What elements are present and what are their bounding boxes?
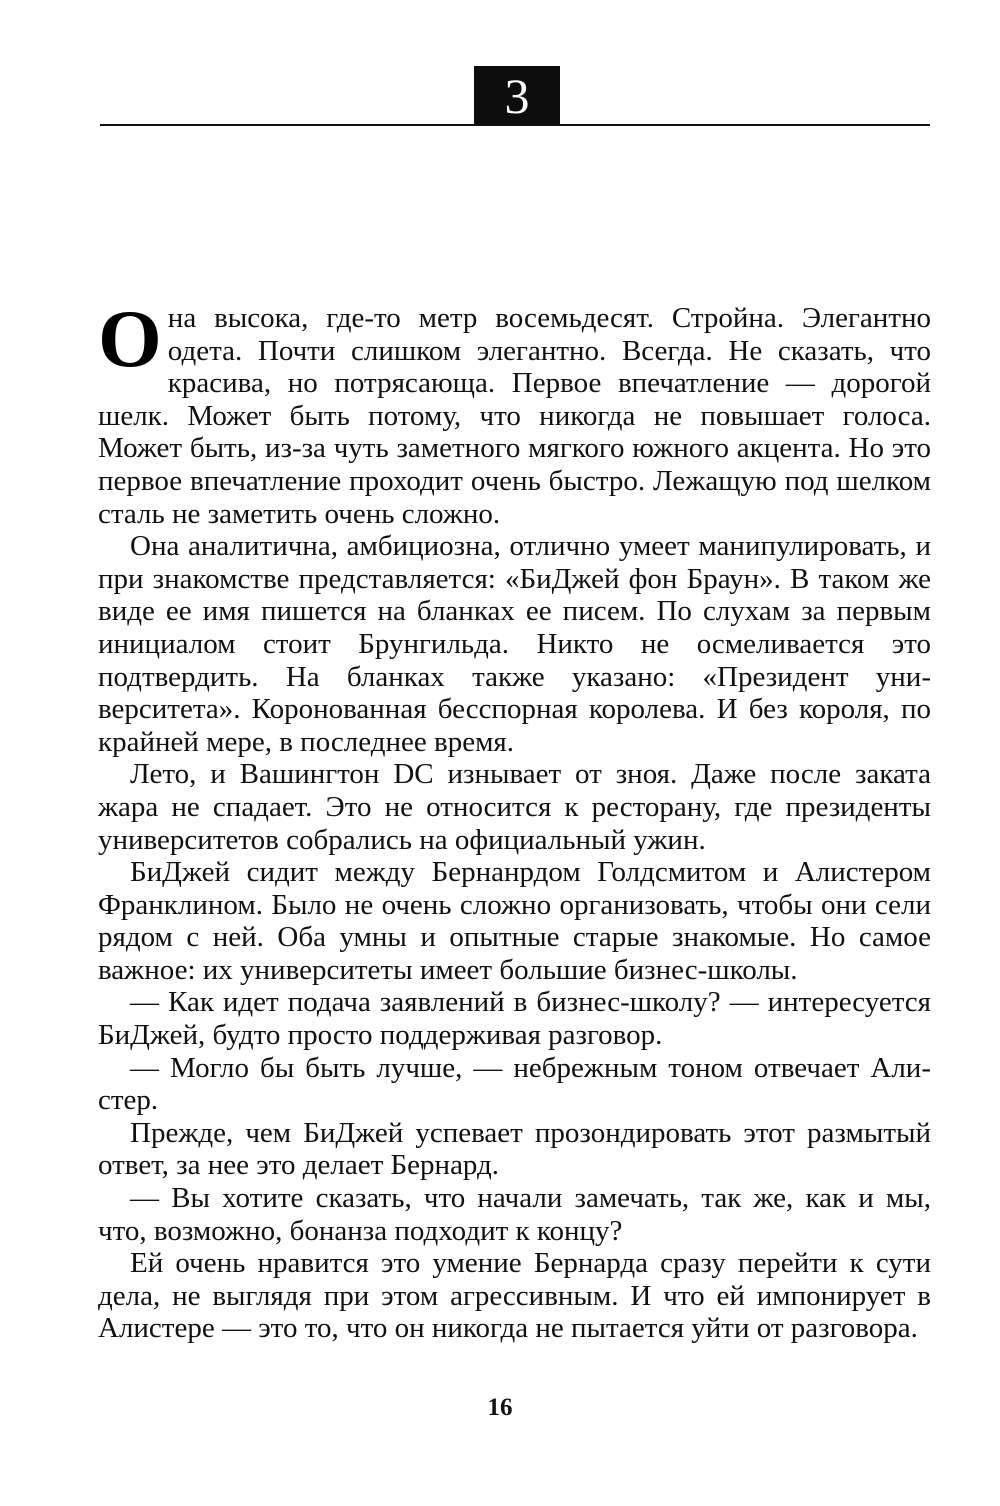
- dialogue-3: — Вы хотите сказать, что начали замечать, так же, как и мы, что, возможно, бонанза подходит к концу?: [98, 1182, 931, 1247]
- chapter-text: [98, 293, 931, 1345]
- chapter-number: 3: [474, 66, 560, 126]
- paragraph-1-text: на высока, где-то метр восемьдесят. Стройна. Элегантно одета. Почти слишком элегантно. Всегда. Не сказать, что красива, но потрясающа. Первое впечатление — дорогой шелк. Может быть потому, что никогда не повышает голоса. Может быть, из-за чуть заметного мягкого южного акцента. Но это первое впечатление проходит очень быстро. Лежащую под шелком сталь не заметить очень сложно.: [98, 302, 931, 530]
- page-number: 16: [487, 1394, 513, 1421]
- paragraph-5: Прежде, чем БиДжей успевает прозондировать этот размытый ответ, за нее это делает Бернард.: [98, 1116, 931, 1182]
- dialogue-1: — Как идет подача заявлений в бизнес-школу? — интересуется БиДжей, будто просто поддерживая разговор.: [98, 986, 931, 1052]
- paragraph-1: [98, 293, 931, 530]
- paragraph-4: БиДжей сидит между Бернанрдом Голдсмитом и Алистером Франклином. Было не очень сложно организовать, чтобы они сели рядом с ней. Оба умны и опытные старые знакомые. Но самое важное: их университеты имеет большие бизнес-школы.: [98, 856, 931, 986]
- drop-cap: О: [98, 293, 162, 384]
- paragraph-3: Лето, и Вашингтон DC изнывает от зноя. Даже после заката жара не спадает. Это не относится к ресторану, где президенты университетов собрались на официальный ужин.: [98, 758, 931, 856]
- paragraph-6: Ей очень нравится это умение Бернарда сразу перейти к сути дела, не выглядя при этом агрессивным. И что ей импонирует в Алистере — это то, что он никогда не пытается уйти от разговора.: [98, 1247, 931, 1345]
- dialogue-2: — Могло бы быть лучше, — небрежным тоном отвечает Алистер.: [98, 1051, 931, 1117]
- header-rule: [100, 124, 930, 126]
- paragraph-2: Она аналитична, амбициозна, отлично умеет манипулировать, и при знакомстве представляется: «БиДжей фон Браун». В таком же виде ее имя пишется на бланках ее писем. По слухам за первым инициалом стоит Брунгильда. Никто не осмеливается это подтвердить. На бланках также указано: «Президент университета». Коронованная бесспорная королева. И без короля, по крайней мере, в последнее время.: [98, 530, 931, 758]
